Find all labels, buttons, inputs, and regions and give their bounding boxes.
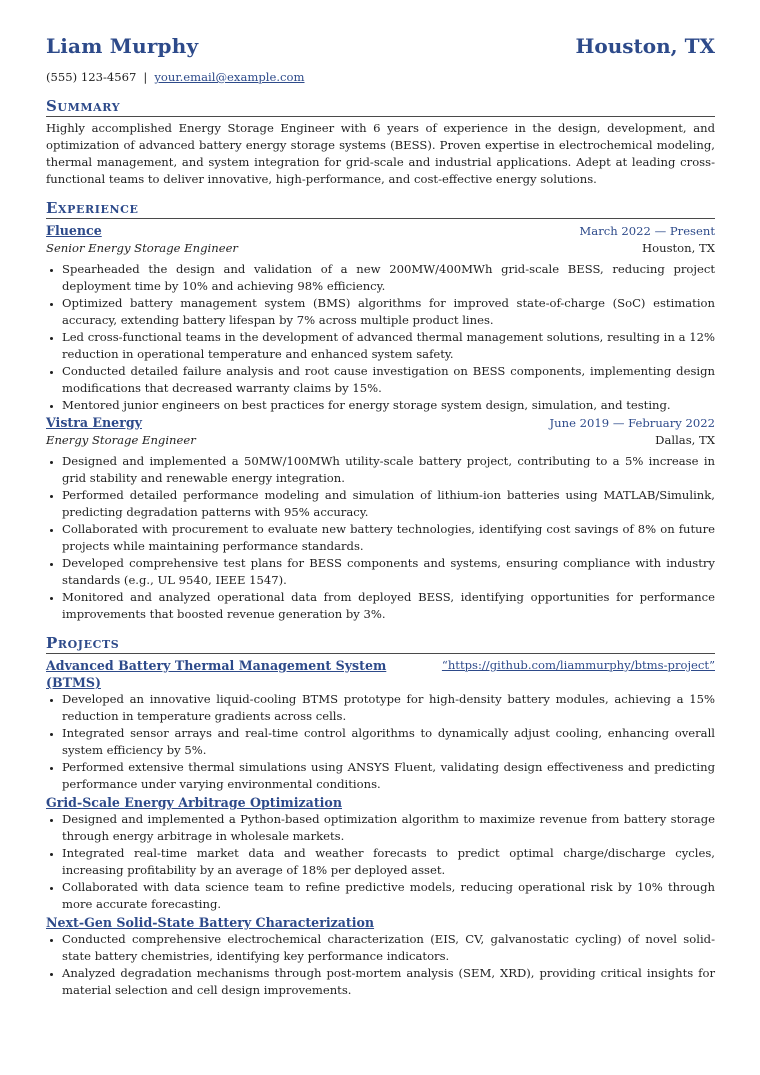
project-entry-btms <box>46 657 715 793</box>
project-bullets <box>46 691 715 793</box>
project-bullets <box>46 811 715 913</box>
contact-line <box>46 69 715 86</box>
candidate-location: Houston, TX <box>575 34 715 58</box>
project-entry-arbitrage <box>46 794 715 913</box>
bullet-item: • Collaborated with procurement to evaluate new battery technologies, identifying cost savings of 8% on future projects while maintaining performance standards. <box>62 521 715 555</box>
bullet-item: • Integrated real-time market data and weather forecasts to predict optimal charge/discharge cycles, increasing profitability by an average of 18% per deployed asset. <box>62 845 715 879</box>
bullet-item: • Mentored junior engineers on best practices for energy storage system design, simulation, and testing. <box>62 397 715 414</box>
bullet-item: • Optimized battery management system (BMS) algorithms for improved state-of-charge (SoC) estimation accuracy, extending battery lifespan by 7% across multiple product lines. <box>62 295 715 329</box>
project-title[interactable]: Advanced Battery Thermal Management System (BTMS) <box>46 658 387 690</box>
job-bullets <box>46 453 715 623</box>
bullet-item: • Led cross-functional teams in the development of advanced thermal management solutions, resulting in a 12% reduction in operational temperature and enhanced system safety. <box>62 329 715 363</box>
bullet-item: • Developed an innovative liquid-cooling BTMS prototype for high-density battery modules, achieving a 15% reduction in temperature gradients across cells. <box>62 691 715 725</box>
bullet-item: • Designed and implemented a Python-based optimization algorithm to maximize revenue from battery storage through energy arbitrage in wholesale markets. <box>62 811 715 845</box>
job-dates: March 2022 — Present <box>579 224 715 238</box>
contact-separator: | <box>143 70 148 84</box>
project-title[interactable]: Next-Gen Solid-State Battery Characterization <box>46 915 375 930</box>
bullet-item: • Integrated sensor arrays and real-time control algorithms to dynamically adjust cooling, enhancing overall system efficiency by 5%. <box>62 725 715 759</box>
resume-page <box>46 34 715 999</box>
email-link[interactable]: your.email@example.com <box>154 70 305 84</box>
company-name[interactable]: Fluence <box>46 223 102 238</box>
company-name[interactable]: Vistra Energy <box>46 415 142 430</box>
experience-heading: Experience <box>46 199 715 219</box>
project-entry-solid-state <box>46 914 715 999</box>
job-dates: June 2019 — February 2022 <box>549 416 715 430</box>
bullet-item: • Conducted detailed failure analysis and root cause investigation on BESS components, implementing design modifications that decreased warranty claims by 15%. <box>62 363 715 397</box>
bullet-item: • Collaborated with data science team to refine predictive models, reducing operational risk by 10% through more accurate forecasting. <box>62 879 715 913</box>
bullet-item: • Developed comprehensive test plans for BESS components and systems, ensuring compliance with industry standards (e.g., UL 9540, IEEE 1547). <box>62 555 715 589</box>
bullet-item: • Monitored and analyzed operational data from deployed BESS, identifying opportunities for performance improvements that boosted revenue generation by 3%. <box>62 589 715 623</box>
bullet-item: • Spearheaded the design and validation of a new 200MW/400MWh grid-scale BESS, reducing project deployment time by 10% and achieving 98% efficiency. <box>62 261 715 295</box>
summary-text: Highly accomplished Energy Storage Engineer with 6 years of experience in the design, development, and optimization of advanced battery energy storage systems (BESS). Proven expertise in electrochemical modeling, thermal management, and system integration for grid-scale and industrial applications. Adept at leading cross-functional teams to deliver innovative, high-performance, and cost-effective energy solutions. <box>46 121 715 186</box>
project-title[interactable]: Grid-Scale Energy Arbitrage Optimization <box>46 795 342 810</box>
job-location: Houston, TX <box>642 241 715 255</box>
bullet-item: • Analyzed degradation mechanisms through post-mortem analysis (SEM, XRD), providing critical insights for material selection and cell design improvements. <box>62 965 715 999</box>
job-entry-fluence <box>46 222 715 414</box>
header <box>46 34 715 66</box>
candidate-name: Liam Murphy <box>46 34 199 58</box>
summary-heading: Summary <box>46 97 715 117</box>
job-title: Senior Energy Storage Engineer <box>46 241 238 255</box>
bullet-item: • Performed extensive thermal simulations using ANSYS Fluent, validating design effectiveness and predicting performance under varying environmental conditions. <box>62 759 715 793</box>
projects-heading: Projects <box>46 634 715 654</box>
job-title: Energy Storage Engineer <box>46 433 196 447</box>
job-bullets <box>46 261 715 414</box>
job-location: Dallas, TX <box>655 433 715 447</box>
phone-number: (555) 123-4567 <box>46 70 137 84</box>
project-bullets <box>46 931 715 999</box>
project-link[interactable]: “https://github.com/liammurphy/btms-project” <box>441 658 715 672</box>
bullet-item: • Performed detailed performance modeling and simulation of lithium-ion batteries using MATLAB/Simulink, predicting degradation patterns with 95% accuracy. <box>62 487 715 521</box>
bullet-item: • Designed and implemented a 50MW/100MWh utility-scale battery project, contributing to a 5% increase in grid stability and renewable energy integration. <box>62 453 715 487</box>
job-entry-vistra <box>46 414 715 623</box>
bullet-item: • Conducted comprehensive electrochemical characterization (EIS, CV, galvanostatic cycling) of novel solid-state battery chemistries, identifying key performance indicators. <box>62 931 715 965</box>
